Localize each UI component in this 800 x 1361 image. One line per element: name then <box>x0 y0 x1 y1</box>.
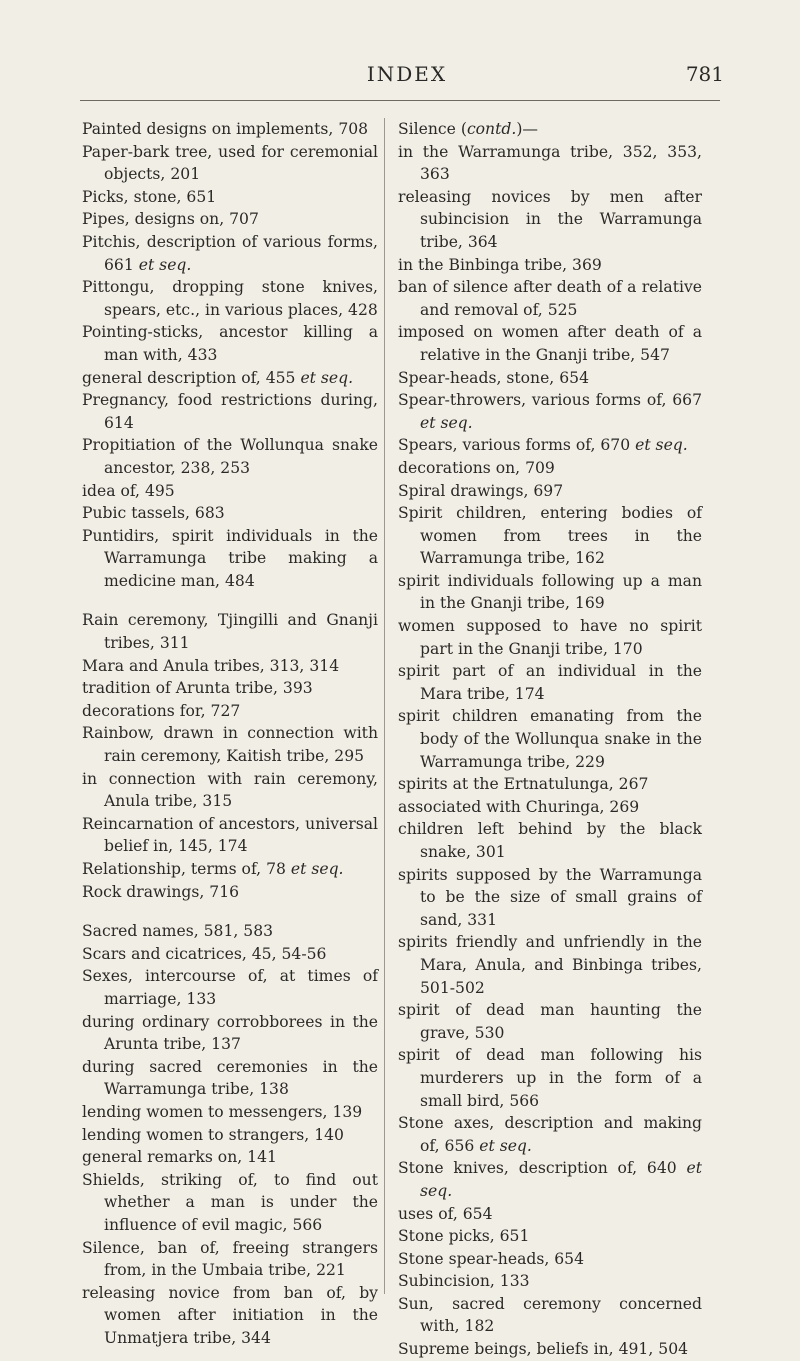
entry-text: et seq. <box>479 1136 532 1155</box>
index-entry <box>398 818 702 863</box>
index-entry <box>82 367 378 390</box>
entry-text: Sun, sacred ceremony concerned with, 182 <box>398 1294 702 1336</box>
index-entry <box>82 1101 378 1124</box>
entry-text: Scars and cicatrices, 45, 54-56 <box>82 944 327 963</box>
entry-text: Stone knives, description of, 640 <box>398 1159 687 1178</box>
entry-text: Stone picks, 651 <box>398 1227 530 1246</box>
running-head: INDEX <box>366 62 448 86</box>
entry-text: Pregnancy, food restrictions during, 614 <box>82 391 378 432</box>
index-entry <box>82 389 378 434</box>
entry-text: Subincision, 133 <box>398 1272 530 1291</box>
entry-text: et seq. <box>420 1159 702 1200</box>
index-entry <box>82 700 378 723</box>
entry-text: idea of, 495 <box>82 481 175 500</box>
entry-text: et seq. <box>290 860 344 878</box>
column-divider <box>384 118 385 1294</box>
entry-text: spirit part of an individual in the Mara tribe, 174 <box>398 662 702 703</box>
entry-text: in the Binbinga tribe, 369 <box>398 255 602 274</box>
entry-text: spirits friendly and unfriendly in the Mara, Anula, and Binbinga tribes, 501-502 <box>398 933 702 997</box>
entry-text: Paper-bark tree, used for ceremonial objects, 201 <box>82 142 378 184</box>
entry-text: Rock drawings, 716 <box>82 882 240 901</box>
entry-text: Sacred names, 581, 583 <box>82 922 274 941</box>
entry-text: et seq. <box>635 436 688 455</box>
entry-text: Sexes, intercourse of, at times of marriage, 133 <box>82 967 378 1008</box>
entry-text: Pipes, designs on, 707 <box>82 210 259 229</box>
index-entry <box>398 141 702 186</box>
index-entry <box>82 965 378 1010</box>
index-entry <box>398 773 702 796</box>
entry-text: in connection with rain ceremony, Anula tribe, 315 <box>82 769 378 811</box>
index-entry <box>398 1293 702 1338</box>
index-entry <box>398 1203 702 1226</box>
entry-text: Spiral drawings, 697 <box>398 481 564 500</box>
index-entry <box>82 768 378 813</box>
entry-text: uses of, 654 <box>398 1204 493 1223</box>
entry-text: et seq. <box>300 368 354 387</box>
index-entry <box>398 276 702 321</box>
index-entry <box>82 1056 378 1101</box>
entry-text: Picks, stone, 651 <box>82 187 217 206</box>
entry-text: Relationship, terms of, 78 <box>82 860 291 878</box>
index-entry <box>398 660 702 705</box>
index-entry <box>398 1270 702 1293</box>
index-entry <box>82 920 378 943</box>
entry-text: spirit individuals following up a man in the Gnanji tribe, 169 <box>398 571 702 613</box>
entry-text: releasing novice from ban of, by women after initiation in the Unmatjera tribe, 344 <box>82 1283 378 1347</box>
index-entry <box>398 118 702 141</box>
index-entry <box>82 1237 378 1282</box>
index-entry <box>82 1146 378 1169</box>
index-entry <box>82 186 378 209</box>
index-entry <box>82 480 378 503</box>
entry-text: Puntidirs, spirit individuals in the Warramunga tribe making a medicine man, 484 <box>82 526 378 590</box>
index-entry <box>82 943 378 966</box>
index-entry <box>398 999 702 1044</box>
entry-text: Supreme beings, beliefs in, 491, 504 <box>398 1340 689 1359</box>
entry-text: et seq. <box>138 255 192 274</box>
entry-text: associated with Churinga, 269 <box>398 797 640 816</box>
entry-text: Pubic tassels, 683 <box>82 504 225 523</box>
entry-text: Shields, striking of, to find out whether a man is under the influence of evil magic, 566 <box>82 1170 378 1234</box>
index-entry <box>82 231 378 276</box>
entry-text: ban of silence after death of a relative and removal of, 525 <box>398 278 702 319</box>
index-entry <box>82 502 378 525</box>
entry-text: during sacred ceremonies in the Warramunga tribe, 138 <box>82 1057 378 1099</box>
entry-text: Spear-throwers, various forms of, 667 <box>398 391 702 410</box>
entry-text: contd. <box>466 120 517 138</box>
page-header <box>90 62 724 94</box>
entry-text: Spears, various forms of, 670 <box>398 436 636 455</box>
entry-text: tradition of Arunta tribe, 393 <box>82 679 313 698</box>
index-column-right <box>398 118 702 1361</box>
index-entry <box>82 141 378 186</box>
index-entry <box>82 881 378 904</box>
index-entry <box>398 321 702 366</box>
index-entry <box>398 615 702 660</box>
index-entry <box>398 389 702 434</box>
entry-text: general description of, 455 <box>82 368 301 387</box>
index-entry <box>398 186 702 254</box>
index-entry <box>82 321 378 366</box>
entry-text: Pitchis, description of various forms, 661 <box>82 232 378 274</box>
header-rule <box>80 100 720 101</box>
entry-text: Spirit children, entering bodies of women from trees in the Warramunga tribe, 162 <box>398 504 702 568</box>
index-entry <box>398 1044 702 1112</box>
entry-text: decorations on, 709 <box>398 458 555 477</box>
entry-text: Rain ceremony, Tjingilli and Gnanji tribes, 311 <box>82 611 378 653</box>
index-entry <box>82 609 378 654</box>
entry-text: Propitiation of the Wollunqua snake ancestor, 238, 253 <box>82 436 378 477</box>
entry-text: Painted designs on implements, 708 <box>82 120 369 138</box>
index-entry <box>82 1169 378 1237</box>
index-entry <box>398 1112 702 1157</box>
entry-text: imposed on women after death of a relative in the Gnanji tribe, 547 <box>398 323 702 364</box>
index-entry <box>82 858 378 881</box>
index-entry <box>82 434 378 479</box>
entry-text: in the Warramunga tribe, 352, 353, 363 <box>398 142 702 184</box>
index-entry <box>398 367 702 390</box>
index-entry <box>398 480 702 503</box>
index-entry <box>82 525 378 593</box>
entry-text: )— <box>516 120 538 138</box>
index-entry <box>82 1124 378 1147</box>
index-entry <box>398 796 702 819</box>
index-entry <box>82 813 378 858</box>
entry-text: general remarks on, 141 <box>82 1148 277 1167</box>
page-number: 781 <box>685 62 724 86</box>
entry-text: Stone spear-heads, 654 <box>398 1249 585 1268</box>
entry-text: Pointing-sticks, ancestor killing a man with, 433 <box>82 323 378 364</box>
entry-text: decorations for, 727 <box>82 701 241 720</box>
index-entry <box>82 722 378 767</box>
entry-text: releasing novices by men after subincision in the Warramunga tribe, 364 <box>398 187 702 251</box>
index-entry <box>398 502 702 570</box>
entry-text: spirits supposed by the Warramunga to be the size of small grains of sand, 331 <box>398 865 702 929</box>
index-entry <box>82 655 378 678</box>
index-entry <box>398 254 702 277</box>
entry-text: during ordinary corrobborees in the Arunta tribe, 137 <box>82 1012 378 1054</box>
index-entry <box>398 1225 702 1248</box>
entry-text: Silence, ban of, freeing strangers from, in the Umbaia tribe, 221 <box>82 1238 378 1280</box>
entry-text: Stone axes, description and making of, 656 <box>398 1114 702 1155</box>
entry-text: Rainbow, drawn in connection with rain ceremony, Kaitish tribe, 295 <box>82 724 378 766</box>
index-entry <box>398 864 702 932</box>
entry-text: et seq. <box>420 413 473 432</box>
index-entry <box>82 276 378 321</box>
entry-text: spirit children emanating from the body of the Wollunqua snake in the Warramunga tribe, 229 <box>398 707 702 771</box>
entry-text: spirit of dead man following his murderers up in the form of a small bird, 566 <box>398 1046 702 1110</box>
entry-text: Mara and Anula tribes, 313, 314 <box>82 656 340 675</box>
index-entry <box>82 118 378 141</box>
index-entry <box>82 677 378 700</box>
index-entry <box>82 1282 378 1350</box>
index-entry <box>398 457 702 480</box>
entry-text: spirit of dead man haunting the grave, 530 <box>398 1001 702 1042</box>
index-column-left <box>82 118 378 1349</box>
index-entry <box>398 931 702 999</box>
entry-text: Silence ( <box>398 120 467 138</box>
index-entry <box>398 570 702 615</box>
entry-text: lending women to messengers, 139 <box>82 1102 363 1121</box>
index-entry <box>398 1157 702 1202</box>
index-entry <box>398 1338 702 1361</box>
entry-text: Spear-heads, stone, 654 <box>398 368 589 387</box>
entry-text: lending women to strangers, 140 <box>82 1125 344 1144</box>
entry-text: Reincarnation of ancestors, universal belief in, 145, 174 <box>82 814 378 856</box>
entry-text: women supposed to have no spirit part in the Gnanji tribe, 170 <box>398 617 702 658</box>
index-entry <box>398 1248 702 1271</box>
index-entry <box>398 705 702 773</box>
entry-text: Pittongu, dropping stone knives, spears, etc., in various places, 428 <box>82 278 378 319</box>
index-entry <box>398 434 702 457</box>
index-entry <box>82 208 378 231</box>
index-entry <box>82 1011 378 1056</box>
entry-text: children left behind by the black snake, 301 <box>398 820 702 861</box>
entry-text: spirits at the Ertnatulunga, 267 <box>398 775 649 794</box>
